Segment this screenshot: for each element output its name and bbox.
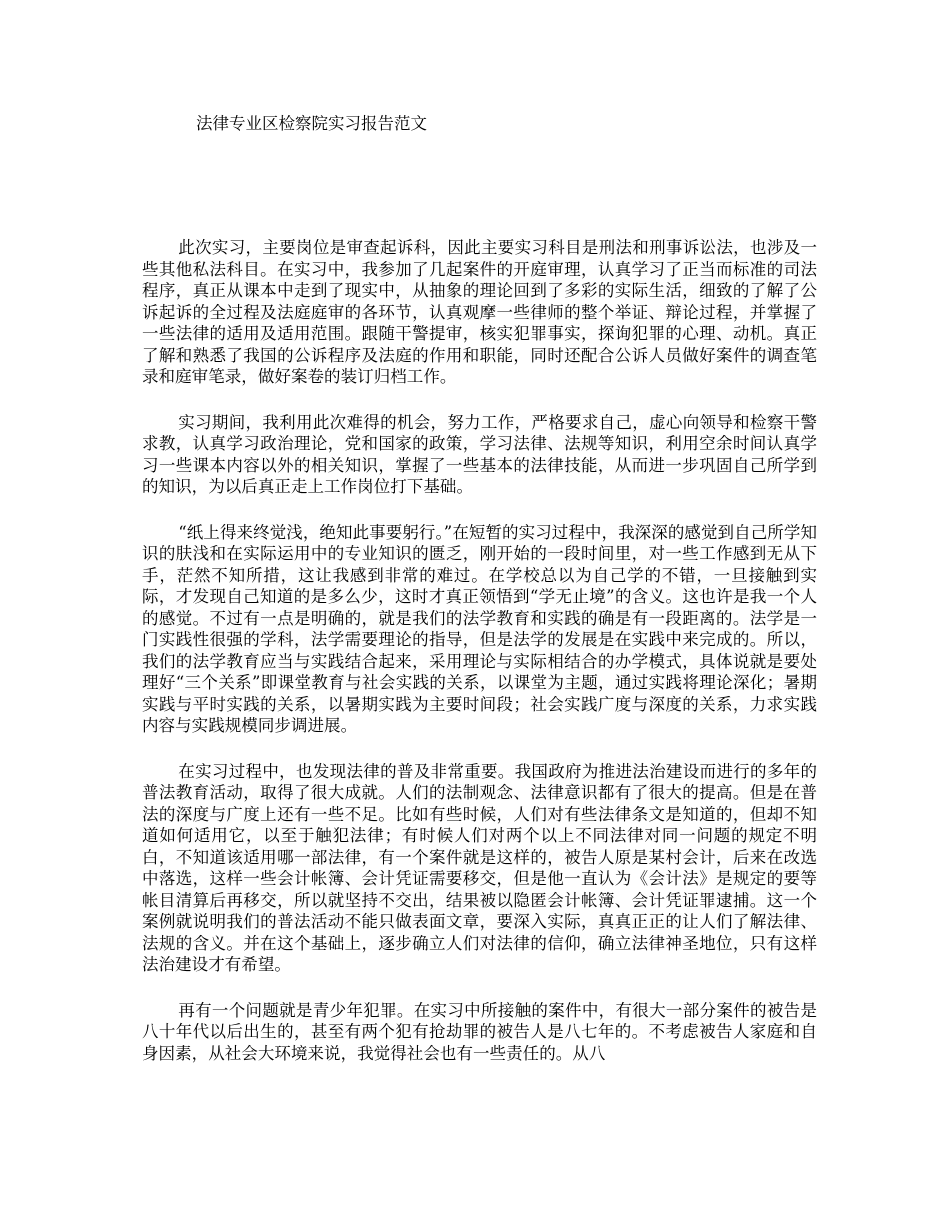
document-title: 法律专业区检察院实习报告范文 <box>196 114 427 133</box>
paragraph-4: 在实习过程中，也发现法律的普及非常重要。我国政府为推进法治建设而进行的多年的普法教育活动，取得了很大成就。人们的法制观念、法律意识都有了很大的提高。但是在普法的深度与广度上还有一些不足。比如有些时候，人们对有些法律条文是知道的，但却不知道如何适用它，以至于触犯法律；有时候人们对两个以上不同法律对同一问题的规定不明白，不知道该适用哪一部法律，有一个案件就是这样的，被告人原是某村会计，后来在改选中落选，这样一些会计帐簿、会计凭证需要移交，但是他一直认为《会计法》是规定的要等帐目清算后再移交，所以就坚持不交出，结果被以隐匿会计帐簿、会计凭证罪逮捕。这一个案例就说明我们的普法活动不能只做表面文章，要深入实际，真真正正的让人们了解法律、法规的含义。并在这个基础上，逐步确立人们对法律的信仰，确立法律神圣地位，只有这样法治建设才有希望。 <box>142 761 817 974</box>
paragraph-2: 实习期间，我利用此次难得的机会，努力工作，严格要求自己，虚心向领导和检察干警求教，认真学习政治理论，党和国家的政策，学习法律、法规等知识，利用空余时间认真学习一些课本内容以外的相关知识，掌握了一些基本的法律技能，从而进一步巩固自己所学到的知识，为以后真正走上工作岗位打下基础。 <box>142 412 817 496</box>
document-body <box>142 237 817 1088</box>
paragraph-1: 此次实习，主要岗位是审查起诉科，因此主要实习科目是刑法和刑事诉讼法，也涉及一些其他私法科目。在实习中，我参加了几起案件的开庭审理，认真学习了正当而标准的司法程序，真正从课本中走到了现实中，从抽象的理论回到了多彩的实际生活，细致的了解了公诉起诉的全过程及法庭庭审的各环节，认真观摩一些律师的整个举证、辩论过程，并掌握了一些法律的适用及适用范围。跟随干警提审，核实犯罪事实，探询犯罪的心理、动机。真正了解和熟悉了我国的公诉程序及法庭的作用和职能，同时还配合公诉人员做好案件的调查笔录和庭审笔录，做好案卷的装订归档工作。 <box>142 238 817 386</box>
paragraph-3: “纸上得来终觉浅，绝知此事要躬行。”在短暂的实习过程中，我深深的感觉到自己所学知识的肤浅和在实际运用中的专业知识的匮乏，刚开始的一段时间里，对一些工作感到无从下手，茫然不知所措，这让我感到非常的难过。在学校总以为自己学的不错，一旦接触到实际，才发现自己知道的是多么少，这时才真正领悟到“学无止境”的含义。这也许是我一个人的感觉。不过有一点是明确的，就是我们的法学教育和实践的确是有一段距离的。法学是一门实践性很强的学科，法学需要理论的指导，但是法学的发展是在实践中来完成的。所以，我们的法学教育应当与实践结合起来，采用理论与实际相结合的办学模式，具体说就是要处理好“三个关系”即课堂教育与社会实践的关系，以课堂为主题，通过实践将理论深化；暑期实践与平时实践的关系，以暑期实践为主要时间段；社会实践广度与深度的关系，力求实践内容与实践规模同步调进展。 <box>142 522 817 735</box>
paragraph-5: 再有一个问题就是青少年犯罪。在实习中所接触的案件中，有很大一部分案件的被告是八十年代以后出生的，甚至有两个犯有抢劫罪的被告人是八七年的。不考虑被告人家庭和自身因素，从社会大环境来说，我觉得社会也有一些责任的。从八 <box>142 1000 817 1063</box>
